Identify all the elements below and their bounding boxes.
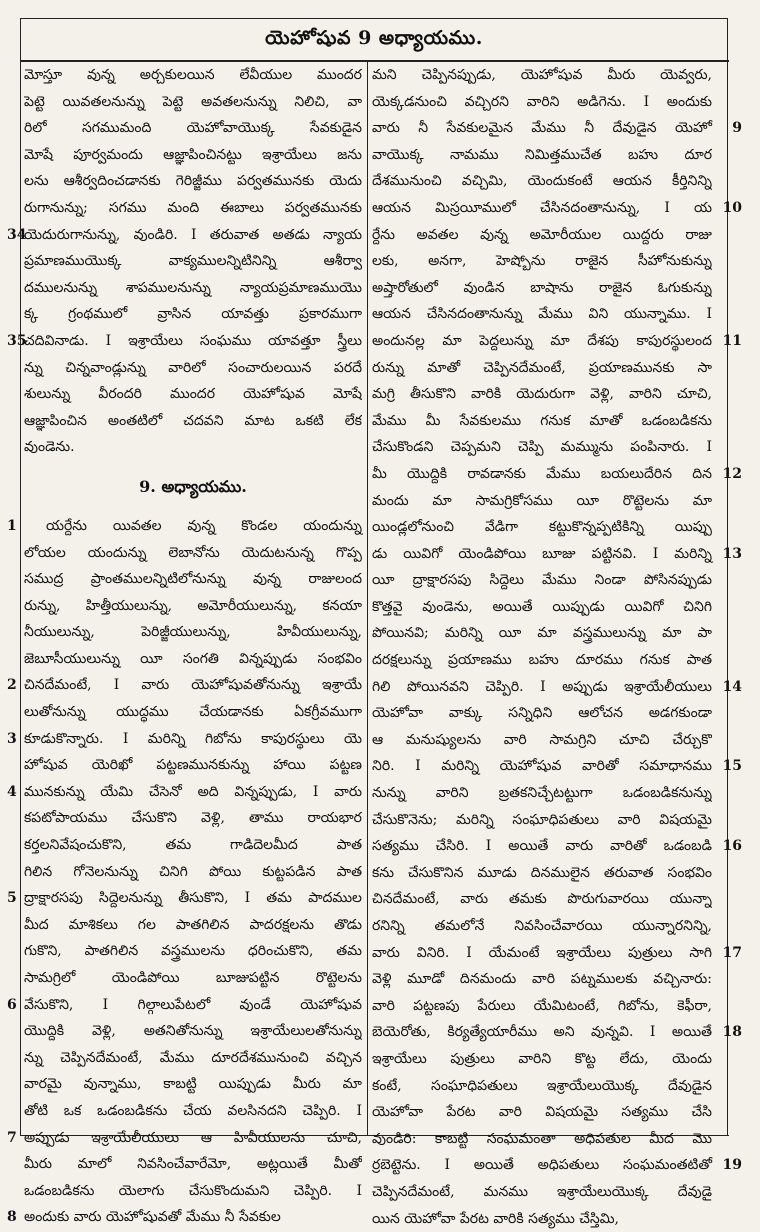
line-text: యెహోవా పేరట వారి విషయమై సత్యము చేసి: [372, 1104, 712, 1121]
verse-number: 19: [722, 1157, 742, 1174]
text-line: [24, 195, 362, 222]
line-text: యెదురుగానున్ను, వుండిరి. I తరువాత అతడు న్యాయ: [24, 226, 362, 243]
text-line: [24, 1018, 362, 1045]
line-text: బెయెరోతు, కిర్యత్యేయారీము అని వున్నవి. I అయితే: [372, 1024, 712, 1041]
left-column: [7, 62, 362, 1231]
text-line: [372, 620, 712, 647]
line-text: సముద్ర ప్రాంతములన్నిటిలోనున్ను వున్న రాజులంద: [24, 571, 362, 588]
text-line: [24, 1151, 362, 1178]
text-line: [372, 1126, 712, 1153]
text-line: [372, 541, 742, 568]
text-line: [24, 832, 362, 859]
line-text: మందు మా సామగ్రికోసము యీ రొట్టెలను మా: [372, 492, 712, 509]
line-text: వారమై వున్నాము, కాబట్టి యిప్పుడు మీరు మా: [24, 1076, 362, 1093]
text-line: [372, 168, 712, 195]
line-text: దేశమునుంచి వచ్చిమి, యెందుకంటే ఆయన కీర్తినిన్ని: [372, 173, 712, 190]
text-line: [372, 222, 712, 249]
line-text: వారి పట్టణపు పేరులు యేమిటంటే, గిబోను, కెఫీరా,: [372, 997, 712, 1014]
text-line: [24, 434, 362, 461]
verse-number: 5: [7, 890, 17, 907]
chapter-heading: 9. అధ్యాయము.: [139, 476, 247, 496]
text-line: [7, 1125, 362, 1152]
scripture-page: [7, 18, 742, 1227]
verse-number: 9: [732, 120, 742, 137]
line-text: హోషువ యెరిఖో పట్టణమునకున్ను హాయి పట్టణ: [24, 757, 362, 774]
text-line: [372, 488, 712, 515]
text-line: [372, 1073, 712, 1100]
text-line: [372, 1046, 712, 1073]
text-line: [372, 1206, 712, 1232]
text-line: [24, 699, 362, 726]
text-line: [24, 248, 362, 275]
text-line: [372, 381, 712, 408]
line-text: అప్పుడు ఇశ్రాయేలీయులు ఆ హివీయులను చూచి,: [24, 1129, 362, 1146]
line-text: ఇశ్రాయేలు పుత్రులు వారిని కొట్ట లేదు, యెందు: [372, 1050, 712, 1067]
line-text: వుండెను.: [24, 439, 75, 456]
text-line: [372, 461, 742, 488]
verse-number: 35: [7, 332, 27, 349]
line-text: ద్రాక్షారసపు సిద్దెలనున్ను తీసుకొని, I తమ పాదముల: [24, 890, 362, 907]
line-text: సత్యము చేసిరి. I అయితే వారు వారితో ఒడంబడి: [372, 838, 712, 855]
line-text: వెళ్లి మూడో దినమందు వారి పట్నములకు వచ్చినారు:: [372, 971, 712, 988]
text-line: [7, 779, 362, 806]
verse-number: 12: [722, 465, 742, 482]
line-text: ఆయన చేసినదంతానున్ను మేము విని యున్నాము. I: [372, 306, 712, 323]
line-text: అష్తారోతులో వుండిన బాషాను రాజైన ఓగుకున్ను: [372, 279, 712, 296]
text-line: [7, 1204, 362, 1231]
line-text: నున్ను వారిని బ్రతకనిచ్చేటట్టుగా ఒడంబడికనున్ను: [372, 785, 712, 802]
line-text: మీ యొద్దికి రావడానకు మేము బయలుదేరిన దిన: [372, 465, 712, 482]
line-text: మోస్తూ వున్న అర్చకులయిన లేవీయుల ముందర: [24, 67, 362, 83]
text-line: [24, 540, 362, 567]
text-line: [7, 222, 362, 249]
line-text: యర్దేను యివతల వున్న కొండల యందున్ను: [46, 517, 362, 534]
line-text: రున్ను, హిత్తీయులున్ను, అమోరీయులున్ను, కనయా: [24, 597, 362, 614]
text-line: [372, 248, 712, 275]
line-text: నిరి. I మరిన్ని యెహోషువ వారితో సమాధానము: [372, 758, 712, 775]
line-text: వేసుకొని, I గిల్గాలుపేటలో వుండే యెహోషువ: [24, 996, 362, 1013]
text-line: [24, 752, 362, 779]
line-text: యిన యెహోవా పేరట వారికి సత్యము చేస్తిమి,: [372, 1210, 619, 1227]
text-line: [372, 886, 712, 913]
text-line: [24, 115, 362, 142]
text-line: [372, 115, 742, 142]
verse-number: 16: [722, 838, 742, 855]
verse-number: 11: [722, 332, 742, 349]
text-line: [24, 1071, 362, 1098]
text-line: [24, 805, 362, 832]
line-text: తోటి ఒక ఒడంబడికను చేయ వలసినదని చెప్పిరి. I: [24, 1102, 362, 1119]
text-line: [372, 1019, 742, 1046]
line-text: ఆయన మిస్రయీములో చేసినదంతానున్ను, I య: [372, 199, 712, 216]
column-divider: [367, 60, 368, 1136]
verse-number: 8: [7, 1209, 17, 1226]
text-line: [372, 275, 712, 302]
line-text: కొత్తవై వుండెను, అయితే యిప్పుడు యివిగో చినిగి: [372, 598, 712, 615]
verse-number: 13: [722, 545, 742, 562]
line-text: మేము మీ సేవకులము గనుక మాతో ఒడంబడికను: [372, 412, 712, 429]
line-text: అందుకు వారు యెహోషువతో మేము నీ సేవకుల: [24, 1209, 281, 1226]
line-text: రుగానున్ను; సగము మంది ఈబాలు పర్వతమునకు: [24, 199, 362, 216]
line-text: యెహోవా వాక్కు సన్నిధిని ఆలోచన అడగకుండా: [372, 705, 712, 722]
left-paragraph-continuation: [7, 62, 362, 461]
text-line: [24, 1098, 362, 1125]
line-text: శులున్ను వీరందరి ముందర యెహోషువ మోషే: [24, 386, 362, 403]
text-line: [372, 860, 712, 887]
text-line: [24, 619, 362, 646]
line-text: చదివినాడు. I ఇశ్రాయేలు సంఘము యావత్తూ స్త్రీలు: [24, 332, 362, 349]
text-line: [24, 408, 362, 435]
line-text: అందునల్ల మా పెద్దలున్ను మా దేశపు కాపురస్థులంద: [372, 332, 712, 349]
line-text: లుతోనున్ను యుద్ధము చేయడానకు ఏకగ్రీవముగా: [24, 704, 362, 721]
text-line: [372, 62, 712, 89]
line-text: చేసుకొండని చెప్పమని చెప్పి మమ్మును పంపినారు. I: [372, 439, 712, 456]
text-line: [24, 965, 362, 992]
text-line: [372, 807, 712, 834]
line-text: మీద మాశికలు గల పాతగిలిన పాదరక్షలను తొడు: [24, 916, 362, 933]
line-text: చినదేమంటే, వారు తమకు పొరుగువారయి యున్నా: [372, 891, 712, 908]
text-line: [24, 1178, 362, 1205]
line-text: కర్తలనివేషంచుకొని, తమ గాడిదెలమీద పాత: [24, 837, 362, 854]
line-text: యొద్దికి వెళ్లి, అతనితోనున్ను ఇశ్రాయేలులతోనున్ను: [24, 1023, 362, 1040]
text-line: [372, 966, 712, 993]
text-line: [24, 168, 362, 195]
line-text: యీ ద్రాక్షారసపు సిద్దెలు మేము నిండా పోసినప్పుడు: [372, 572, 712, 589]
text-line: [372, 1099, 712, 1126]
text-line: [24, 62, 362, 89]
line-text: మగ్రి తీసుకొని వారికి యెదురుగా వెళ్లి, వారిని చూచి,: [372, 386, 712, 403]
text-line: [24, 355, 362, 382]
line-text: కంటే, సంఘాధిపతులు ఇశ్రాయేలుయొక్క దేవుడైన: [372, 1077, 712, 1094]
text-line: [372, 993, 712, 1020]
line-text: నీయులున్ను, పెరిజ్జీయులున్ను, హివీయులున్ను,: [24, 624, 362, 641]
text-line: [24, 938, 362, 965]
verse-number: 7: [7, 1129, 17, 1146]
line-text: రిలో సగముమంది యెహోవాయొక్క సేవకుడైన: [24, 120, 362, 137]
line-text: గిలిన గోనెలనున్ను చినిగి పోయి కుట్టపడిన పాత: [24, 863, 362, 880]
verse-number: 10: [722, 199, 742, 216]
text-line: [24, 142, 362, 169]
line-text: న్ను చెప్పినదేమంటే, మేము దూరదేశమునుంచి వచ్చిన: [24, 1049, 362, 1066]
line-text: లోయల యందున్ను లెబానోను యెదుటనున్న గొప్ప: [24, 544, 362, 561]
verse-number: 2: [7, 677, 17, 694]
text-line: [372, 700, 712, 727]
line-text: కపటోపాయము చేసుకొని వెళ్లి, తాము రాయభార: [24, 810, 362, 827]
line-text: లకు, అనగా, హెష్బోను రాజైన సీహోనుకున్ను: [372, 253, 712, 270]
text-line: [24, 1045, 362, 1072]
text-line: [372, 594, 712, 621]
line-text: రున్ను మాతో చెప్పినదేమంటే, ప్రయాణమునకు సా: [372, 359, 712, 376]
line-text: ర్రబెట్టెను. I అయితే అధిపతులు సంఘమంతటితో: [372, 1157, 712, 1174]
text-line: [372, 142, 712, 169]
text-line: [7, 328, 362, 355]
text-line: [24, 646, 362, 673]
text-line: [372, 1179, 712, 1206]
text-line: [372, 89, 712, 116]
line-text: రనిన్ని తమలోనే నివసించేవారయి యున్నారనిన్ని,: [372, 918, 712, 934]
text-line: [24, 301, 362, 328]
text-line: [372, 833, 742, 860]
text-line: [372, 727, 712, 754]
line-text: లను ఆశీర్వదించడానకు గెరిజ్జీము పర్వతమునకు యెదు: [24, 173, 362, 190]
line-text: యెక్కడనుంచి వచ్చిరని వారిని అడిగెను. I అందుకు: [372, 93, 712, 110]
page-title: యెహోషువ 9 అధ్యాయము.: [265, 27, 483, 49]
text-line: [372, 301, 712, 328]
text-line: [24, 859, 362, 886]
line-text: కూడుకొన్నారు. I మరిన్ని గిబోను కాపురస్థులు యె: [24, 730, 362, 747]
text-line: [7, 992, 362, 1019]
line-text: వుండిరి: కాబట్టి సంఘమంతా అధిపతుల మీద మొ: [372, 1130, 712, 1147]
text-line: [7, 672, 362, 699]
text-line: [24, 593, 362, 620]
verse-number: 6: [7, 996, 17, 1013]
line-text: మీరు మాలో నివసించేవారేమో, అట్లయితే మీతో: [24, 1156, 362, 1173]
text-line: [7, 885, 362, 912]
line-text: వారు నీ సేవకులమైన మేము నీ దేవుడైన యెహో: [372, 120, 712, 137]
text-line: [372, 940, 742, 967]
text-line: [372, 514, 712, 541]
verse-number: 15: [722, 758, 742, 775]
line-text: ర్దేను అవతల వున్న అమోరీయుల యిద్దరు రాజు: [372, 226, 712, 243]
text-line: [24, 275, 362, 302]
line-text: పెట్టె యివతలనున్ను పెట్టె అవతలనున్ను నిలిచి, వా: [24, 93, 362, 110]
text-line: [372, 567, 712, 594]
line-text: మునకున్ను యేమి చేసెనో అది విన్నప్పుడు, I వారు: [24, 783, 362, 800]
verse-number: 1: [7, 517, 17, 534]
text-line: [372, 1152, 742, 1179]
line-text: గుకొని, పాతగిలిన వస్త్రములను ధరించుకొని, తమ: [24, 943, 362, 960]
line-text: సామగ్రిలో యెండిపోయి బూజుపట్టిన రొట్టెలను: [24, 970, 362, 986]
text-line: [24, 381, 362, 408]
right-column: [372, 62, 742, 1232]
line-text: దములనున్ను శాపములనున్ను న్యాయప్రమాణముయొ: [24, 279, 362, 296]
text-line: [372, 674, 742, 701]
verse-number: 17: [722, 944, 742, 961]
text-line: [7, 726, 362, 753]
line-text: ఆజ్ఞాపించిన అంతటిలో చదవని మాట ఒకటి లేక: [24, 412, 362, 429]
line-text: చేసుకొనెను; మరిన్ని సంఘాధిపతులు వారి విషయమై: [372, 811, 712, 828]
verse-number: 14: [722, 678, 742, 695]
text-line: [372, 195, 742, 222]
line-text: ఆ మనుష్యులను వారి సామగ్రిని చూచి చేర్చుకొ: [372, 731, 712, 748]
verse-number: 18: [722, 1024, 742, 1041]
text-line: [372, 753, 742, 780]
text-line: [372, 408, 712, 435]
text-line: [372, 434, 712, 461]
text-line: [372, 328, 742, 355]
verse-number: 4: [7, 783, 17, 800]
text-line: [24, 912, 362, 939]
text-line: [24, 566, 362, 593]
line-text: న్ను చిన్నవాండ్లున్ను వారిలో సంచారులయిన పరదే: [24, 359, 362, 376]
line-text: గిలి పోయినవని చెప్పిరి. I అప్పుడు ఇశ్రాయేలీయులు: [372, 678, 712, 695]
left-paragraph-chapter: [7, 513, 362, 1231]
text-line: [372, 780, 712, 807]
line-text: చినదేమంటే, I వారు యెహోషువతోనున్ను ఇశ్రాయే: [24, 677, 362, 694]
line-text: వారు వినిరి. I యేమంటే ఇశ్రాయేలు పుత్రులు సాగి: [372, 944, 712, 961]
line-text: ప్రమాణముయొక్క వాక్యములన్నిటినిన్ని ఆశీర్వా: [24, 253, 362, 270]
text-line: [372, 355, 712, 382]
line-text: ఒడంబడికను యెలాగు చేసుకొందుమని చెప్పిరి. I: [24, 1182, 362, 1199]
line-text: మని చెప్పినప్పుడు, యెహోషువ మీరు యెవ్వరు,: [372, 67, 712, 83]
line-text: డు యివిగో యెండిపోయి బూజు పట్టినవి. I మరిన్ని: [372, 545, 712, 562]
line-text: క్క గ్రంథములో వ్రాసిన యావత్తు ప్రకారముగా: [24, 306, 362, 323]
line-text: జెబూసీయులున్ను యీ సంగతి విన్నప్పుడు సంభవిం: [24, 650, 362, 667]
line-text: చెప్పినదేమంటే, మనము ఇశ్రాయేలుయొక్క దేవుడై: [372, 1183, 712, 1200]
line-text: దరక్షలున్ను ప్రయాణము బహు దూరము గనుక పాత: [372, 652, 712, 669]
verse-number: 34: [7, 226, 27, 243]
verse-number: 3: [7, 730, 17, 747]
page-header: [20, 18, 728, 61]
line-text: యిండ్లలోనుంచి వేడిగా కట్టుకొన్నప్పటికిన్ని యిప్పు: [372, 519, 712, 536]
text-line: [372, 647, 712, 674]
text-line: [372, 913, 712, 940]
text-line: [24, 89, 362, 116]
line-text: కను చేసుకొనిన మూడు దినములైన తరువాత సంభవిం: [372, 864, 712, 881]
line-text: వాయొక్క నామము నిమిత్తముచేత బహు దూర: [372, 146, 712, 163]
line-text: మోషే పూర్వమందు ఆజ్ఞాపించినట్టు ఇశ్రాయేలు జను: [24, 146, 362, 163]
line-text: పోయినవి; మరిన్ని యీ మా వస్త్రములున్ను మా పా: [372, 625, 712, 642]
text-line: [7, 513, 362, 540]
